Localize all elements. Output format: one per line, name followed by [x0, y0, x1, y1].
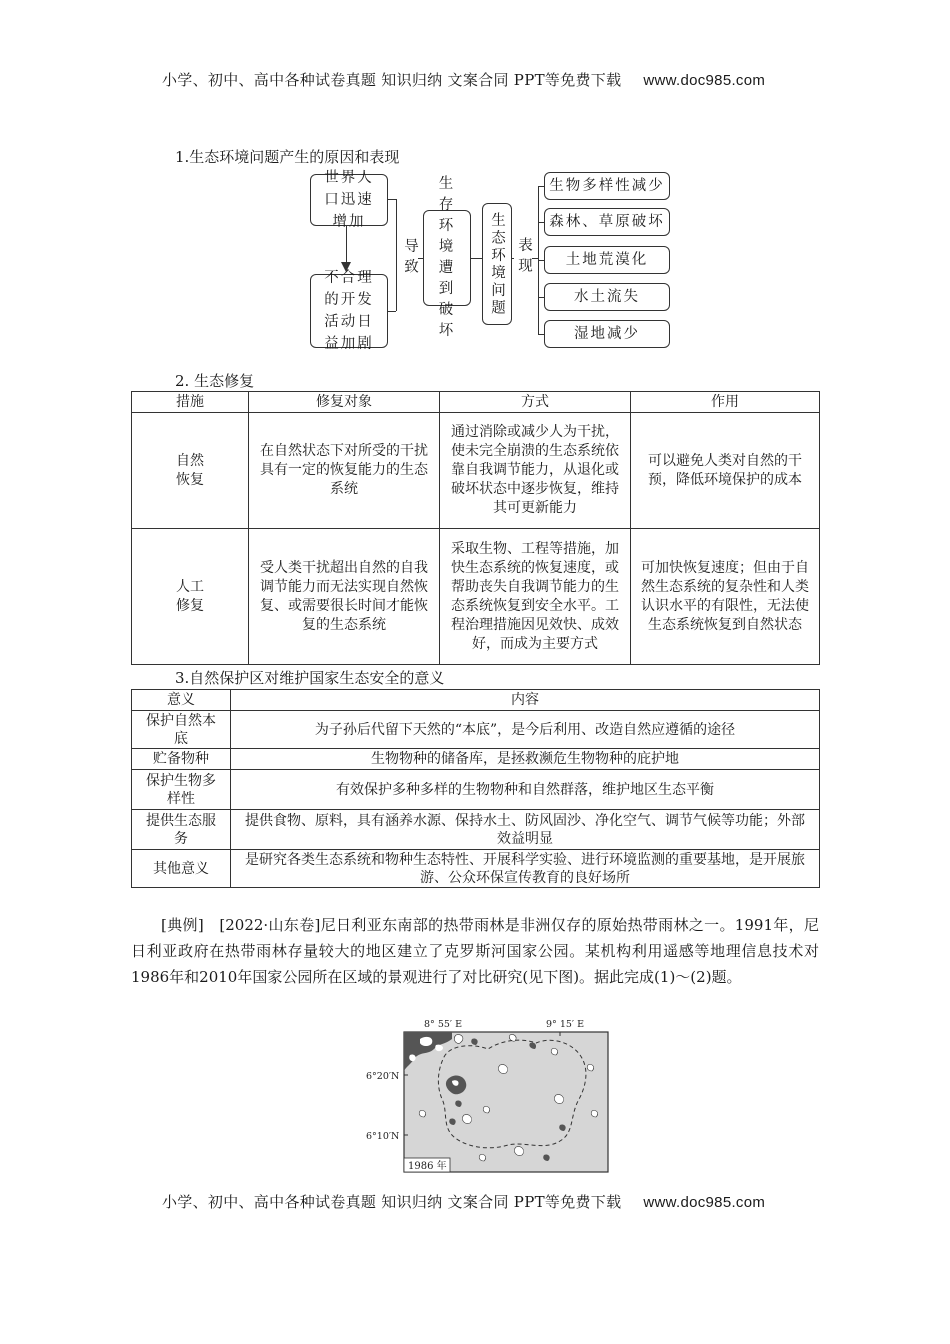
content-cell: 为子孙后代留下天然的“本底”，是今后利用、改造自然应遵循的途径: [231, 711, 820, 749]
result-box: 生物多样性减少: [544, 172, 670, 200]
label-show: 表现: [516, 237, 532, 278]
meaning-cell: 其他意义: [132, 850, 231, 888]
col-header: 方式: [440, 392, 631, 413]
meaning-cell: 提供生态服务: [132, 810, 231, 850]
arrow-down-icon: [341, 262, 351, 272]
lat-label-top: 6°20′N: [366, 1071, 400, 1082]
object-cell: 受人类干扰超出自然的自我调节能力而无法实现自然恢复、或需要很长时间才能恢复的生态系统: [249, 529, 440, 665]
table-row: [132, 810, 820, 850]
box-problem: 生态环境问题: [482, 203, 512, 325]
col-header: 内容: [231, 690, 820, 711]
col-header: 修复对象: [249, 392, 440, 413]
table-row: [132, 749, 820, 770]
measure-cell: 自然恢复: [132, 413, 249, 529]
lon-label-left: 8° 55′ E: [424, 1019, 463, 1030]
example-paragraph: [典例] [2022·山东卷]尼日利亚东南部的热带雨林是非洲仅存的原始热带雨林之一。1991年，尼日利亚政府在热带雨林存量较大的地区建立了克罗斯河国家公园。某机构利用遥感等地理信息技术对1986年和2010年国家公园所在区域的景观进行了对比研究(见下图)。据此完成(1)～(2)题。: [131, 916, 819, 986]
box-development: 不合理的开发活动日益加剧: [310, 274, 388, 348]
result-box: 土地荒漠化: [544, 246, 670, 274]
content-cell: 提供食物、原料，具有涵养水源、保持水土、防风固沙、净化空气、调节气候等功能；外部效益明显: [231, 810, 820, 850]
method-cell: 通过消除或减少人为干扰，使未完全崩溃的生态系统依靠自我调节能力，从退化或破坏状态中逐步恢复，维持其可更新能力: [440, 413, 631, 529]
result-box: 湿地减少: [544, 320, 670, 348]
meaning-cell: 保护生物多样性: [132, 770, 231, 810]
map-figure: [360, 1015, 620, 1173]
content-cell: 有效保护多种多样的生物物种和自然群落，维护地区生态平衡: [231, 770, 820, 810]
meaning-cell: 贮备物种: [132, 749, 231, 770]
result-box: 森林、草原破坏: [544, 208, 670, 236]
table-row: [132, 850, 820, 888]
ecological-restoration-table: [131, 391, 820, 665]
effect-cell: 可以避免人类对自然的干预，降低环境保护的成本: [631, 413, 820, 529]
lon-label-right: 9° 15′ E: [546, 1019, 585, 1030]
content-cell: 是研究各类生态系统和物种生态特性、开展科学实验、进行环境监测的重要基地，是开展旅游、公众环保宣传教育的良好场所: [231, 850, 820, 888]
box-destroy: 生存环境遭到破坏: [423, 210, 471, 306]
meaning-cell: 保护自然本底: [132, 711, 231, 749]
effect-cell: 可加快恢复速度；但由于自然生态系统的复杂性和人类认识水平的有限性，无法使生态系统恢复到自然状态: [631, 529, 820, 665]
table-row: [132, 711, 820, 749]
page-footer: [162, 1191, 765, 1212]
table-row: [132, 413, 820, 529]
map-year-label: 1986 年: [408, 1161, 447, 1172]
object-cell: 在自然状态下对所受的干扰具有一定的恢复能力的生态系统: [249, 413, 440, 529]
table-header-row: [132, 392, 820, 413]
table-row: [132, 770, 820, 810]
label-lead: 导致: [402, 238, 418, 279]
header-text: 小学、初中、高中各种试卷真题 知识归纳 文案合同 PPT等免费下载: [162, 71, 622, 89]
lat-label-bottom: 6°10′N: [366, 1131, 400, 1142]
col-header: 措施: [132, 392, 249, 413]
col-header: 意义: [132, 690, 231, 711]
result-box: 水土流失: [544, 283, 670, 311]
page-header: [162, 69, 765, 90]
nature-reserve-table: [131, 689, 820, 888]
content-cell: 生物物种的储备库，是拯救濒危生物物种的庇护地: [231, 749, 820, 770]
section1-title: 1.生态环境问题产生的原因和表现: [175, 148, 400, 166]
measure-cell: 人工修复: [132, 529, 249, 665]
col-header: 作用: [631, 392, 820, 413]
footer-url[interactable]: www.doc985.com: [643, 1194, 766, 1211]
header-url[interactable]: www.doc985.com: [643, 72, 766, 89]
footer-text: 小学、初中、高中各种试卷真题 知识归纳 文案合同 PPT等免费下载: [162, 1193, 622, 1211]
box-population: 世界人口迅速增加: [310, 174, 388, 226]
table-row: [132, 529, 820, 665]
table-header-row: [132, 690, 820, 711]
section3-title: 3.自然保护区对维护国家生态安全的意义: [175, 669, 445, 687]
section2-title: 2. 生态修复: [175, 372, 255, 390]
method-cell: 采取生物、工程等措施，加快生态系统的恢复速度，或帮助丧失自我调节能力的生态系统恢复到安全水平。工程治理措施因见效快、成效好，而成为主要方式: [440, 529, 631, 665]
